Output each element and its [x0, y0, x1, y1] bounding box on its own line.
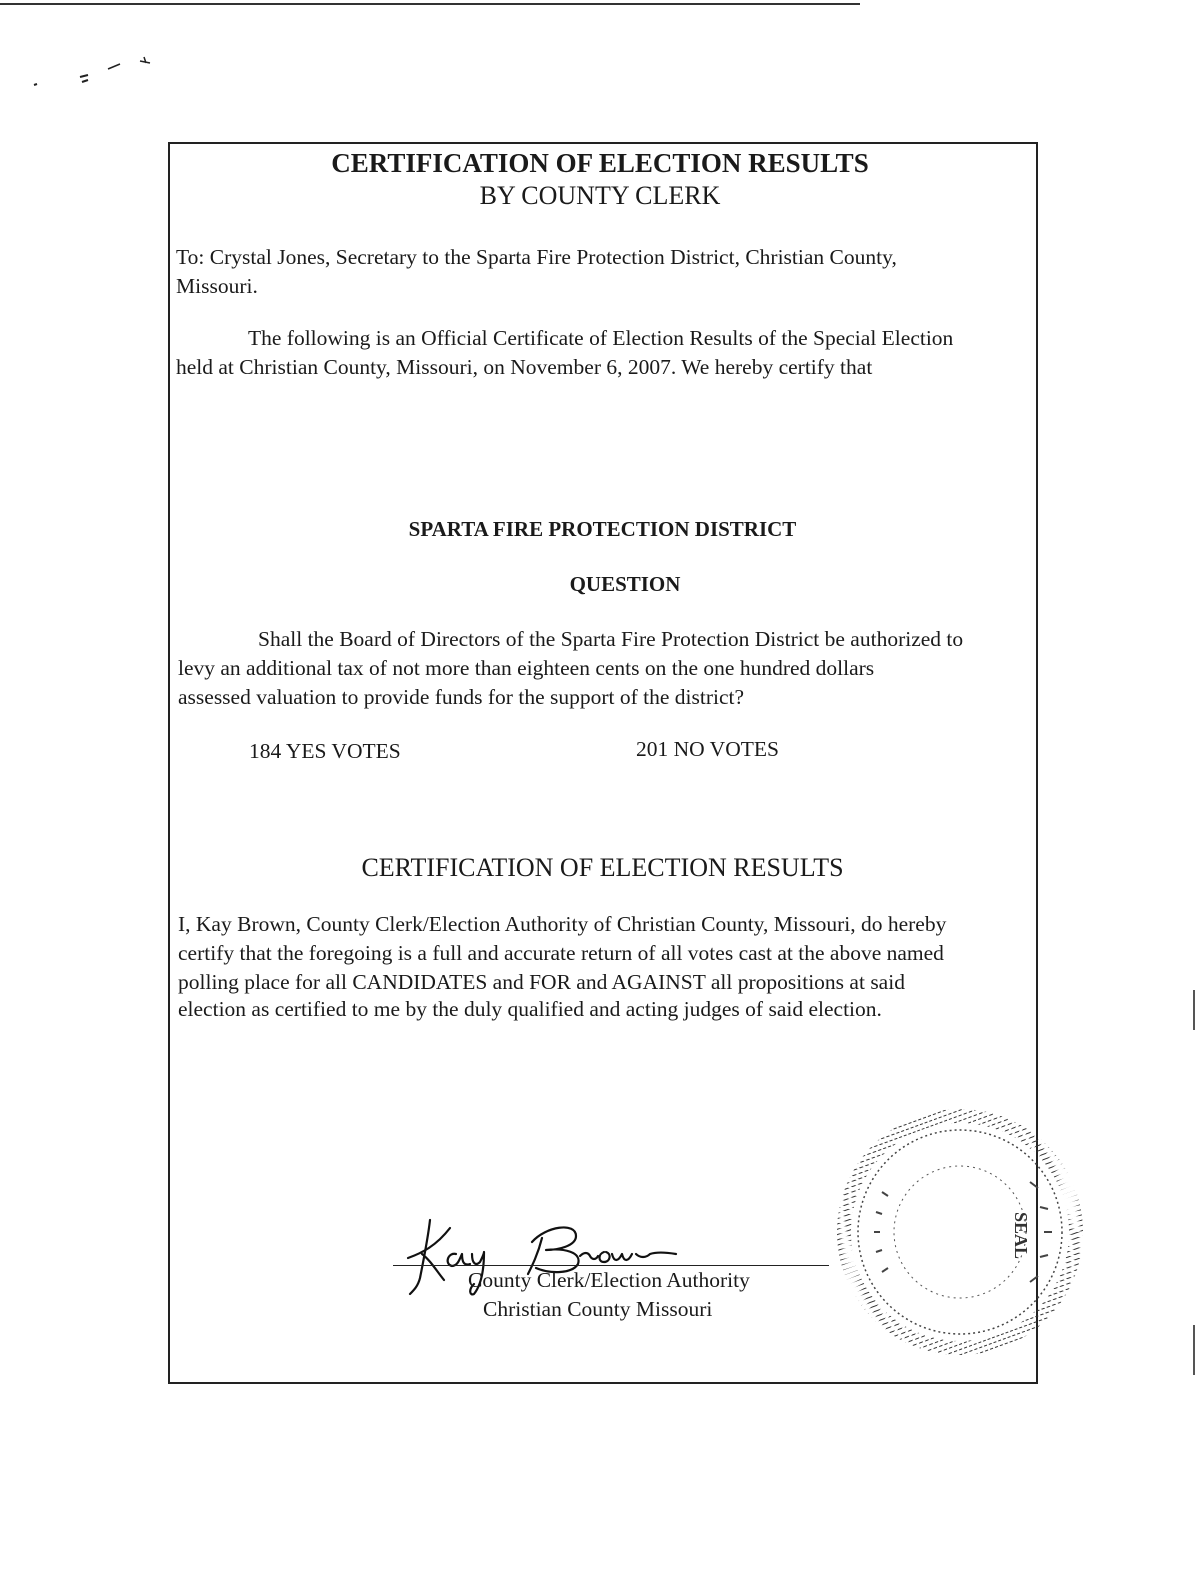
question-text-line: assessed valuation to provide funds for the support of the district? [178, 685, 745, 709]
signer-title: County Clerk/Election Authority [468, 1268, 750, 1292]
scan-specks [30, 55, 160, 95]
intro-paragraph-line: held at Christian County, Missouri, on November 6, 2007. We hereby certify that [176, 355, 873, 379]
recipient-line-continued: Missouri. [176, 274, 258, 298]
scan-margin-mark [1193, 1325, 1195, 1375]
certificate-title: CERTIFICATION OF ELECTION RESULTS [331, 148, 869, 178]
district-heading: SPARTA FIRE PROTECTION DISTRICT [408, 517, 797, 541]
certificate-subtitle: BY COUNTY CLERK [479, 181, 721, 210]
county-seal-stamp [832, 1108, 1097, 1358]
certification-heading: CERTIFICATION OF ELECTION RESULTS [361, 853, 844, 882]
yes-votes-count: 184 YES VOTES [249, 739, 401, 763]
certification-text-line: election as certified to me by the duly qualified and acting judges of said election. [178, 997, 882, 1021]
recipient-line: To: Crystal Jones, Secretary to the Sparta Fire Protection District, Christian County, [176, 245, 897, 269]
intro-paragraph-line: The following is an Official Certificate of Election Results of the Special Election [248, 326, 954, 350]
certification-text-line: polling place for all CANDIDATES and FOR and AGAINST all propositions at said [178, 970, 905, 994]
question-text-line: levy an additional tax of not more than eighteen cents on the one hundred dollars [178, 656, 875, 680]
question-heading: QUESTION [569, 572, 681, 596]
certification-text-line: I, Kay Brown, County Clerk/Election Authority of Christian County, Missouri, do hereby [178, 912, 947, 936]
signer-county: Christian County Missouri [483, 1297, 713, 1321]
question-text-line: Shall the Board of Directors of the Sparta Fire Protection District be authorized to [258, 627, 964, 651]
scan-margin-mark [1193, 990, 1195, 1030]
svg-text:SEAL: SEAL [1011, 1212, 1031, 1260]
certification-text-line: certify that the foregoing is a full and accurate return of all votes cast at the above named [178, 941, 944, 965]
no-votes-count: 201 NO VOTES [636, 737, 779, 761]
scan-edge-line [0, 3, 860, 5]
